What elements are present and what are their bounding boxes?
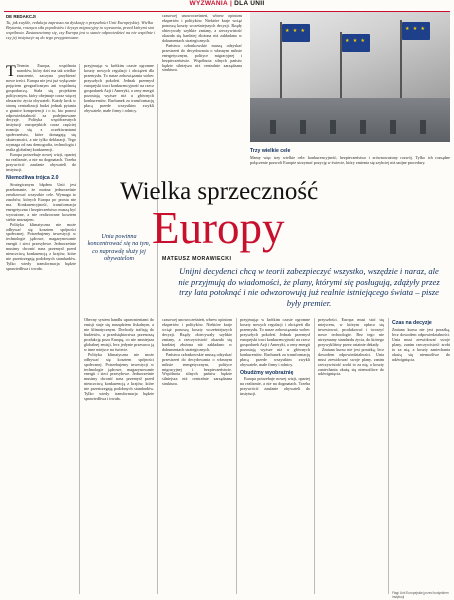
- article-column-5: [250, 146, 450, 174]
- column-rule: [314, 318, 315, 594]
- column-text: Obecny system handlu uprawnieniami do emisji staje się narzędziem fiskalnym, a nie klimatycznym. Dochody trafiają do budżetów, a przedsiębiorstwa przenoszą produkcję poza Europę, co nie zmniejsza globalnej emisji, lecz jedynie przesuwa ją w inne miejsce na świecie.: [84, 318, 154, 352]
- article-column-2-lower: [84, 318, 154, 594]
- building-window: [360, 120, 366, 134]
- article-column-3-lower: [162, 318, 232, 594]
- column-rule: [236, 318, 237, 594]
- intro-text: Tu, jak zwykle, redakcja zaprasza na dyskusję o przyszłości Unii Europejskiej. Wielka Brytania, rosnąca siła populistów i kryzys migracyjny to wyzwania, przed którymi stoi wspólnota. Zastanawiamy się, czy Europa jest w stanie odpowiedzieć na nie wspólnie i czy jej instytucje są do tego przygotowane.: [6, 20, 156, 41]
- headline-top: Wielka sprzeczność: [120, 178, 319, 205]
- column-text: Mamy więc trzy wielkie cele: konkurencyjność, bezpieczeństwo i zrównoważony rozwój. Tylko ich rozsądne połączenie pozwoli Europie utrzymać pozycję w świecie, który zmienia się szybciej niż unijne procedury.: [250, 154, 450, 165]
- column-text: przyszłości. Europa musi stać się miejscem, w którym opłaca się inwestować, produkować i tworzyć nowe technologie. Bez tego nie utrzymamy standardu życia, do którego przywykliśmy przez ostatnie dekady.: [318, 318, 384, 347]
- lede: Unijni decydenci chcą w teorii zabezpieczyć wszystko, wszędzie i naraz, ale nie przyjmują do wiadomości, że plany, którymi się posługują, zdążyły przez trzy lata potoknąć i nie odwzorowują już realnie istniejącego świata – pisze były premier.: [178, 266, 440, 308]
- subheading: Obudźmy wyobraźnię: [240, 369, 294, 376]
- pull-quote: Unia powinna koncentrować się na tym, co naprawdę służy jej obywatelom: [87, 233, 151, 263]
- column-text: Polityka klimatyczna nie może odbywać się kosztem spójności społecznej. Potrzebujemy inwestycji w technologie jądrowe, magazynowanie energii i sieci przesyłowe. Jednocześnie musimy chronić nasz przemysł przed nieuczciwą konkurencją z krajów, które nie przestrzegają podobnych standardów. Tylko wtedy transformacja będzie sprawiedliwa i trwała.: [84, 351, 154, 402]
- article-column-1: [6, 64, 76, 594]
- eu-flag-icon: [402, 22, 430, 40]
- photo-caption: Flagi Unii Europejskiej przed budynkiem instytucji: [392, 591, 449, 599]
- column-text: Zmiana kursu nie jest porażką, lecz dowodem odpowiedzialności. Unia musi zrewidować swoje plany, zanim rzeczywistość zrobi to za nią, a koszty zaniechania okażą się niemożliwe do udźwignięcia.: [318, 346, 384, 377]
- column-rule: [388, 318, 389, 594]
- column-text: Termin Europa, wspólnota narodów, który dziś ma tak wielkie znaczenie, zaczyna przybierać nowe treści. Europa nie jest już wyłącznie pojęciem geograficznym ani wspólnotą gospodarczą. Stała się projektem politycznym, który obejmuje coraz więcej obszarów życia obywateli. Każdy krok w stronę centralizacji budzi jednak pytania o granice kompetencji i o to, kto ponosi odpowiedzialność za podejmowane decyzje. Polityka współczesnych instytucji europejskich coraz częściej rozmija się z oczekiwaniami społeczeństw, które domagają się skuteczności, a nie tylko deklaracji. Tego wymaga od nas demografia, technologia i realia globalnej konkurencji.: [6, 64, 76, 153]
- eu-flag-icon: [282, 24, 310, 42]
- section-tag: WYZWANIA: [189, 0, 229, 7]
- column-rule: [157, 64, 158, 594]
- building-window: [300, 120, 306, 134]
- byline: MATEUSZ MORAWIECKI: [162, 256, 232, 262]
- column-text: Polityka klimatyczna nie może odbywać się kosztem spójności społecznej. Potrzebujemy inwestycji w technologie jądrowe, magazynowanie energii i sieci przesyłowe. Jednocześnie musimy chronić nasz przemysł przed nieuczciwą konkurencją z krajów, które nie przestrzegają podobnych standardów. Tylko wtedy transformacja będzie sprawiedliwa i trwała.: [6, 221, 76, 272]
- column-text: Państwa członkowskie muszą odzyskać przestrzeń do decydowania o własnym miksie energetycznym, polityce migracyjnej i bezpieczeństwie. Wspólnota silnych państw będzie silniejsza niż centralnie zarządzana struktura.: [162, 42, 242, 73]
- building-window: [420, 120, 426, 134]
- column-text: Państwa członkowskie muszą odzyskać przestrzeń do decydowania o własnym miksie energetycznym, polityce migracyjnej i bezpieczeństwie. Wspólnota silnych państw będzie silniejsza niż centralnie zarządzana struktura.: [162, 351, 232, 387]
- article-column-6-lower: [392, 318, 450, 588]
- article-column-4-lower: [240, 318, 310, 594]
- building-window: [330, 120, 336, 134]
- subheading: Czas na decyzje: [392, 320, 432, 326]
- intro-label: DE REDAKCJI: [6, 14, 36, 19]
- drop-cap: T: [6, 64, 16, 80]
- headline-main: Europy: [152, 203, 285, 253]
- section-separator: |: [230, 0, 233, 7]
- subheading: Niemożliwa trójca 2.0: [6, 174, 59, 181]
- article-column-3: [162, 14, 242, 174]
- section-suffix: DLA UNII: [234, 0, 265, 7]
- eu-flag-icon: [342, 34, 370, 52]
- column-text: czasowej unowocześnień, wbrew opiniom ekspertów i polityków. Niektóre kraje wciąż ponoszą koszty wcześniejszych decyzji. Rządy obiecywały szybkie zmiany, a rzeczywistość okazała się bardziej złożona niż zakładano w dokumentach strategicznych.: [162, 318, 232, 352]
- column-text: Europa potrzebuje nowej wizji, opartej na realizmie, a nie na dogmatach. Trzeba przywrócić zaufanie obywateli do instytucji.: [6, 152, 76, 173]
- building-window: [270, 120, 276, 134]
- column-text: Zmiana kursu nie jest porażką, lecz dowodem odpowiedzialności. Unia musi zrewidować swoje plany, zanim rzeczywistość zrobi to za nią, a koszty zaniechania okażą się niemożliwe do udźwignięcia.: [392, 326, 450, 362]
- article-column-5-lower: [318, 318, 384, 594]
- column-text: Strategicznym błędem Unii jest przekonanie, że można jednocześnie zrealizować wszystkie cele. Wymaga to zasobów, których Europa po prostu nie ma. Konkurencyjność, transformacja energetyczna i bezpieczeństwo muszą być wyważone, a nie realizowane kosztem siebie nawzajem.: [6, 181, 76, 222]
- column-rule: [79, 64, 80, 594]
- column-text: czasowej unowocześnień, wbrew opiniom ekspertów i polityków. Niektóre kraje wciąż ponoszą koszty wcześniejszych decyzji. Rządy obiecywały szybkie zmiany, a rzeczywistość okazała się bardziej złożona niż zakładano w dokumentach strategicznych.: [162, 14, 242, 43]
- building-window: [390, 120, 396, 134]
- column-text: Europa potrzebuje nowej wizji, opartej na realizmie, a nie na dogmatach. Trzeba przywrócić zaufanie obywateli do instytucji.: [240, 376, 310, 397]
- article-photo: [250, 12, 450, 142]
- column-text: przyjmując w krótkim czasie ogromne koszty nowych regulacji i obciążeń dla przemysłu. To nasze zobowiązania wobec przyszłych pokoleń. Jednak przemysł europejski traci konkurencyjność na rzecz gospodarek Azji i Ameryki, a ceny energii pozostają wyższe niż u głównych konkurentów. Rachunek za transformację płacą przede wszystkim zwykli obywatele, małe firmy i rolnicy.: [240, 318, 310, 367]
- column-text: przyjmując w krótkim czasie ogromne koszty nowych regulacji i obciążeń dla przemysłu. To nasze zobowiązania wobec przyszłych pokoleń. Jednak przemysł europejski traci konkurencyjność na rzecz gospodarek Azji i Ameryki, a ceny energii pozostają wyższe niż u głównych konkurentów. Rachunek za transformację płacą przede wszystkim zwykli obywatele, małe firmy i rolnicy.: [84, 64, 154, 113]
- editorial-intro: [6, 14, 158, 40]
- subheading: Trzy wielkie cele: [250, 148, 291, 154]
